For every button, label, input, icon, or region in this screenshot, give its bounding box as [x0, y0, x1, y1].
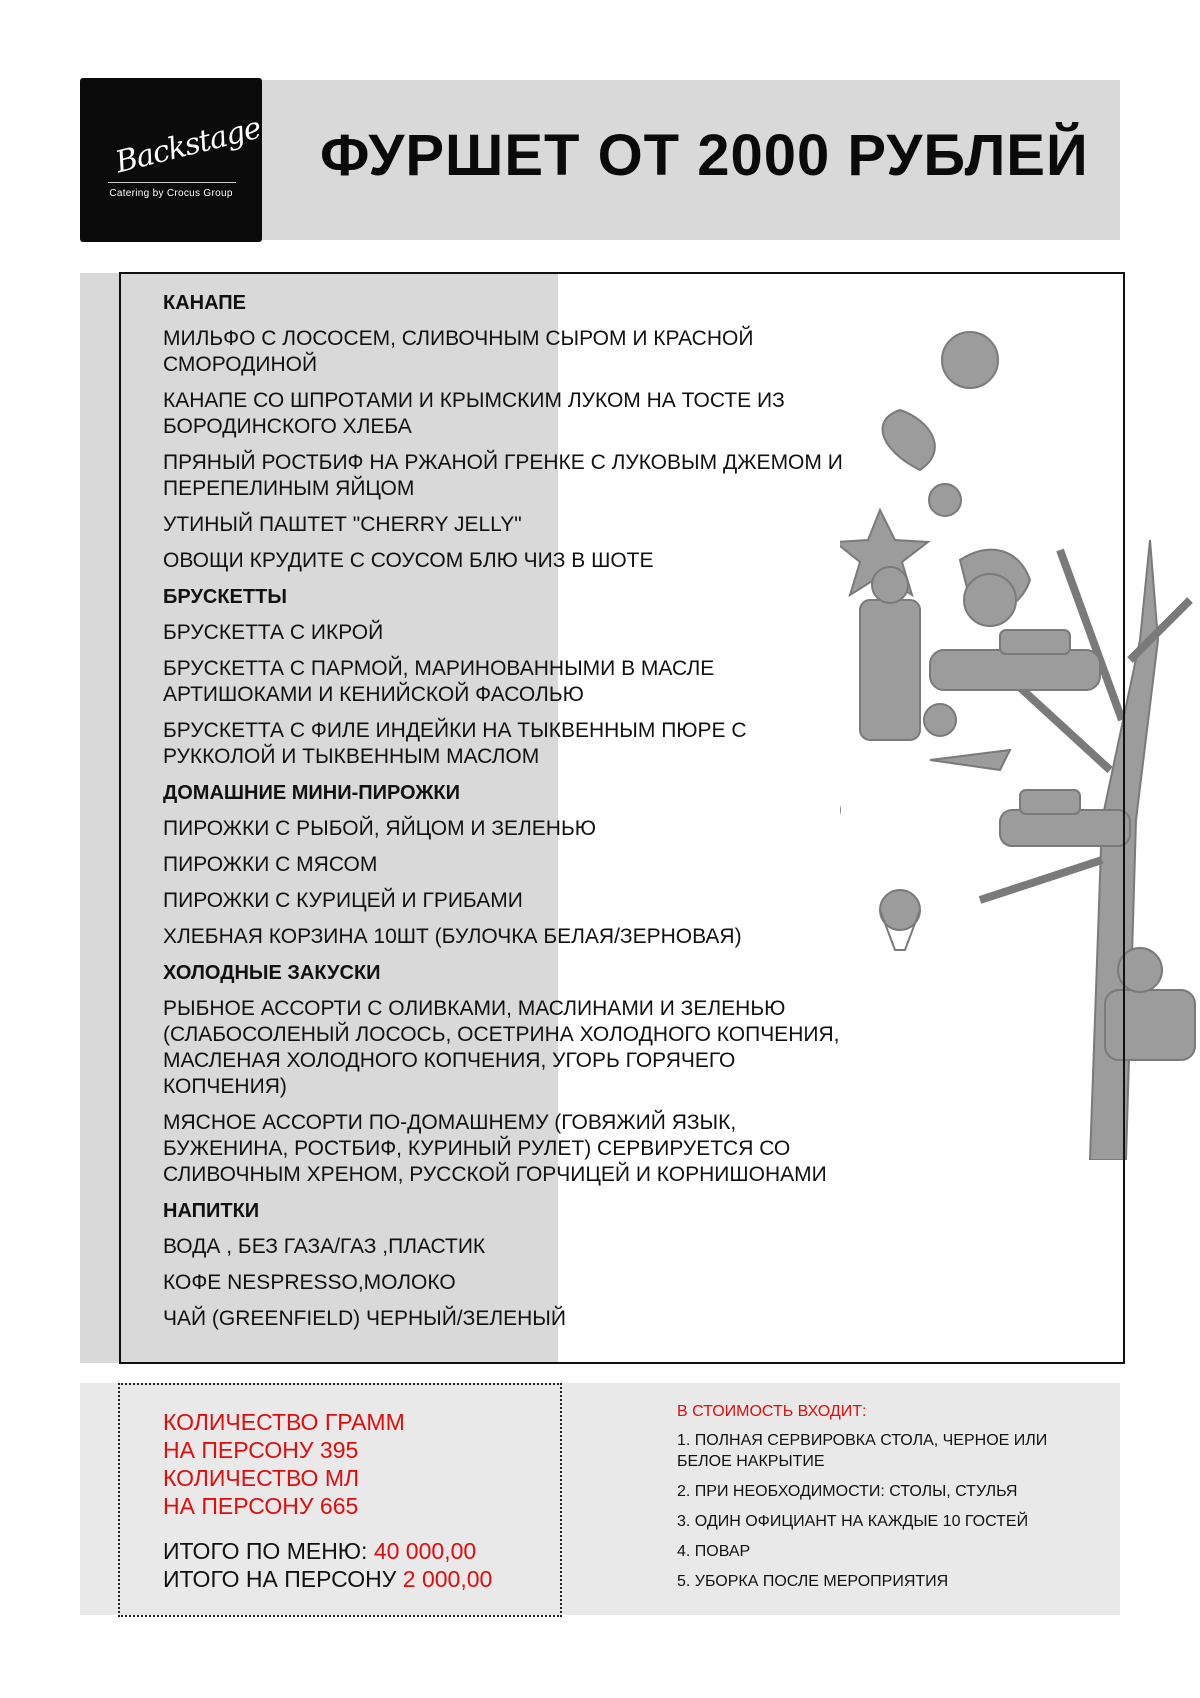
included-item: 5. УБОРКА ПОСЛЕ МЕРОПРИЯТИЯ	[677, 1573, 949, 1590]
menu-item: ОВОЩИ КРУДИТЕ С СОУСОМ БЛЮ ЧИЗ В ШОТЕ	[163, 549, 654, 572]
menu-section-heading: ХОЛОДНЫЕ ЗАКУСКИ	[163, 962, 381, 984]
included-list	[677, 1430, 1097, 1601]
page-title: ФУРШЕТ ОТ 2000 РУБЛЕЙ	[320, 123, 1089, 188]
menu-item: БРУСКЕТТА С ИКРОЙ	[163, 621, 384, 644]
logo-script-text: Backstage	[111, 110, 265, 181]
backstage-logo	[80, 78, 265, 242]
included-item: 4. ПОВАР	[677, 1543, 751, 1560]
menu-item: ХЛЕБНАЯ КОРЗИНА 10ШТ (БУЛОЧКА БЕЛАЯ/ЗЕРНОВАЯ)	[163, 925, 742, 948]
person-total-label: ИТОГО НА ПЕРСОНУ	[163, 1566, 403, 1592]
menu-item: КАНАПЕ СО ШПРОТАМИ И КРЫМСКИМ ЛУКОМ НА ТОСТЕ ИЗ БОРОДИНСКОГО ХЛЕБА	[163, 389, 785, 438]
included-item: 3. ОДИН ОФИЦИАНТ НА КАЖДЫЕ 10 ГОСТЕЙ	[677, 1513, 1029, 1530]
menu-section-heading: БРУСКЕТТЫ	[163, 586, 287, 608]
menu-item: МЯСНОЕ АССОРТИ ПО-ДОМАШНЕМУ (ГОВЯЖИЙ ЯЗЫК, БУЖЕНИНА, РОСТБИФ, КУРИНЫЙ РУЛЕТ) СЕРВИРУЕТСЯ СО СЛИВОЧНЫМ ХРЕНОМ, РУССКОЙ ГОРЧИЦЕЙ И КОРНИШОНАМИ	[163, 1111, 827, 1186]
ml-value: НА ПЕРСОНУ 665	[163, 1493, 359, 1519]
menu-item: МИЛЬФО С ЛОСОСЕМ, СЛИВОЧНЫМ СЫРОМ И КРАСНОЙ СМОРОДИНОЙ	[163, 327, 754, 376]
menu-item: БРУСКЕТТА С ФИЛЕ ИНДЕЙКИ НА ТЫКВЕННЫМ ПЮРЕ С РУККОЛОЙ И ТЫКВЕННЫМ МАСЛОМ	[163, 719, 747, 768]
menu-item: ПИРОЖКИ С КУРИЦЕЙ И ГРИБАМИ	[163, 889, 523, 912]
menu-item: КОФЕ NESPRESSO,МОЛОКО	[163, 1271, 456, 1294]
logo-subtitle: Catering by Crocus Group	[109, 188, 233, 199]
menu-item: ПИРОЖКИ С МЯСОМ	[163, 853, 378, 876]
included-item: 2. ПРИ НЕОБХОДИМОСТИ: СТОЛЫ, СТУЛЬЯ	[677, 1483, 1018, 1500]
menu-item: УТИНЫЙ ПАШТЕТ "CHERRY JELLY"	[163, 513, 522, 536]
menu-item: ПИРОЖКИ С РЫБОЙ, ЯЙЦОМ И ЗЕЛЕНЬЮ	[163, 817, 596, 840]
menu-item: РЫБНОЕ АССОРТИ С ОЛИВКАМИ, МАСЛИНАМИ И ЗЕЛЕНЬЮ (СЛАБОСОЛЕНЫЙ ЛОСОСЬ, ОСЕТРИНА ХОЛОДНОГО КОПЧЕНИЯ, МАСЛЕНАЯ ХОЛОДНОГО КОПЧЕНИЯ, УГОРЬ ГОРЯЧЕГО КОПЧЕНИЯ)	[163, 997, 840, 1098]
menu-section-heading: КАНАПЕ	[163, 292, 246, 314]
grams-label: КОЛИЧЕСТВО ГРАММ	[163, 1409, 405, 1435]
menu-item: ЧАЙ (GREENFIELD) ЧЕРНЫЙ/ЗЕЛЕНЫЙ	[163, 1307, 566, 1330]
portion-stats	[163, 1408, 405, 1520]
menu-item: БРУСКЕТТА С ПАРМОЙ, МАРИНОВАННЫМИ В МАСЛЕ АРТИШОКАМИ И КЕНИЙСКОЙ ФАСОЛЬЮ	[163, 657, 715, 706]
menu-section-heading: НАПИТКИ	[163, 1200, 260, 1222]
totals	[163, 1537, 492, 1593]
menu-total-label: ИТОГО ПО МЕНЮ:	[163, 1538, 374, 1564]
menu-list	[163, 290, 863, 1342]
ml-label: КОЛИЧЕСТВО МЛ	[163, 1465, 360, 1491]
menu-item: ВОДА , БЕЗ ГАЗА/ГАЗ ,ПЛАСТИК	[163, 1235, 486, 1258]
menu-total-value: 40 000,00	[373, 1538, 477, 1564]
logo-divider	[108, 182, 236, 183]
person-total-value: 2 000,00	[402, 1566, 493, 1592]
menu-item: ПРЯНЫЙ РОСТБИФ НА РЖАНОЙ ГРЕНКЕ С ЛУКОВЫМ ДЖЕМОМ И ПЕРЕПЕЛИНЫМ ЯЙЦОМ	[163, 451, 843, 500]
menu-total	[163, 1537, 492, 1565]
grams-value: НА ПЕРСОНУ 395	[163, 1437, 359, 1463]
included-title: В СТОИМОСТЬ ВХОДИТ:	[677, 1403, 867, 1420]
menu-section-heading: ДОМАШНИЕ МИНИ-ПИРОЖКИ	[163, 782, 461, 804]
person-total	[163, 1565, 492, 1593]
included-item: 1. ПОЛНАЯ СЕРВИРОВКА СТОЛА, ЧЕРНОЕ ИЛИ БЕЛОЕ НАКРЫТИЕ	[677, 1432, 1048, 1470]
